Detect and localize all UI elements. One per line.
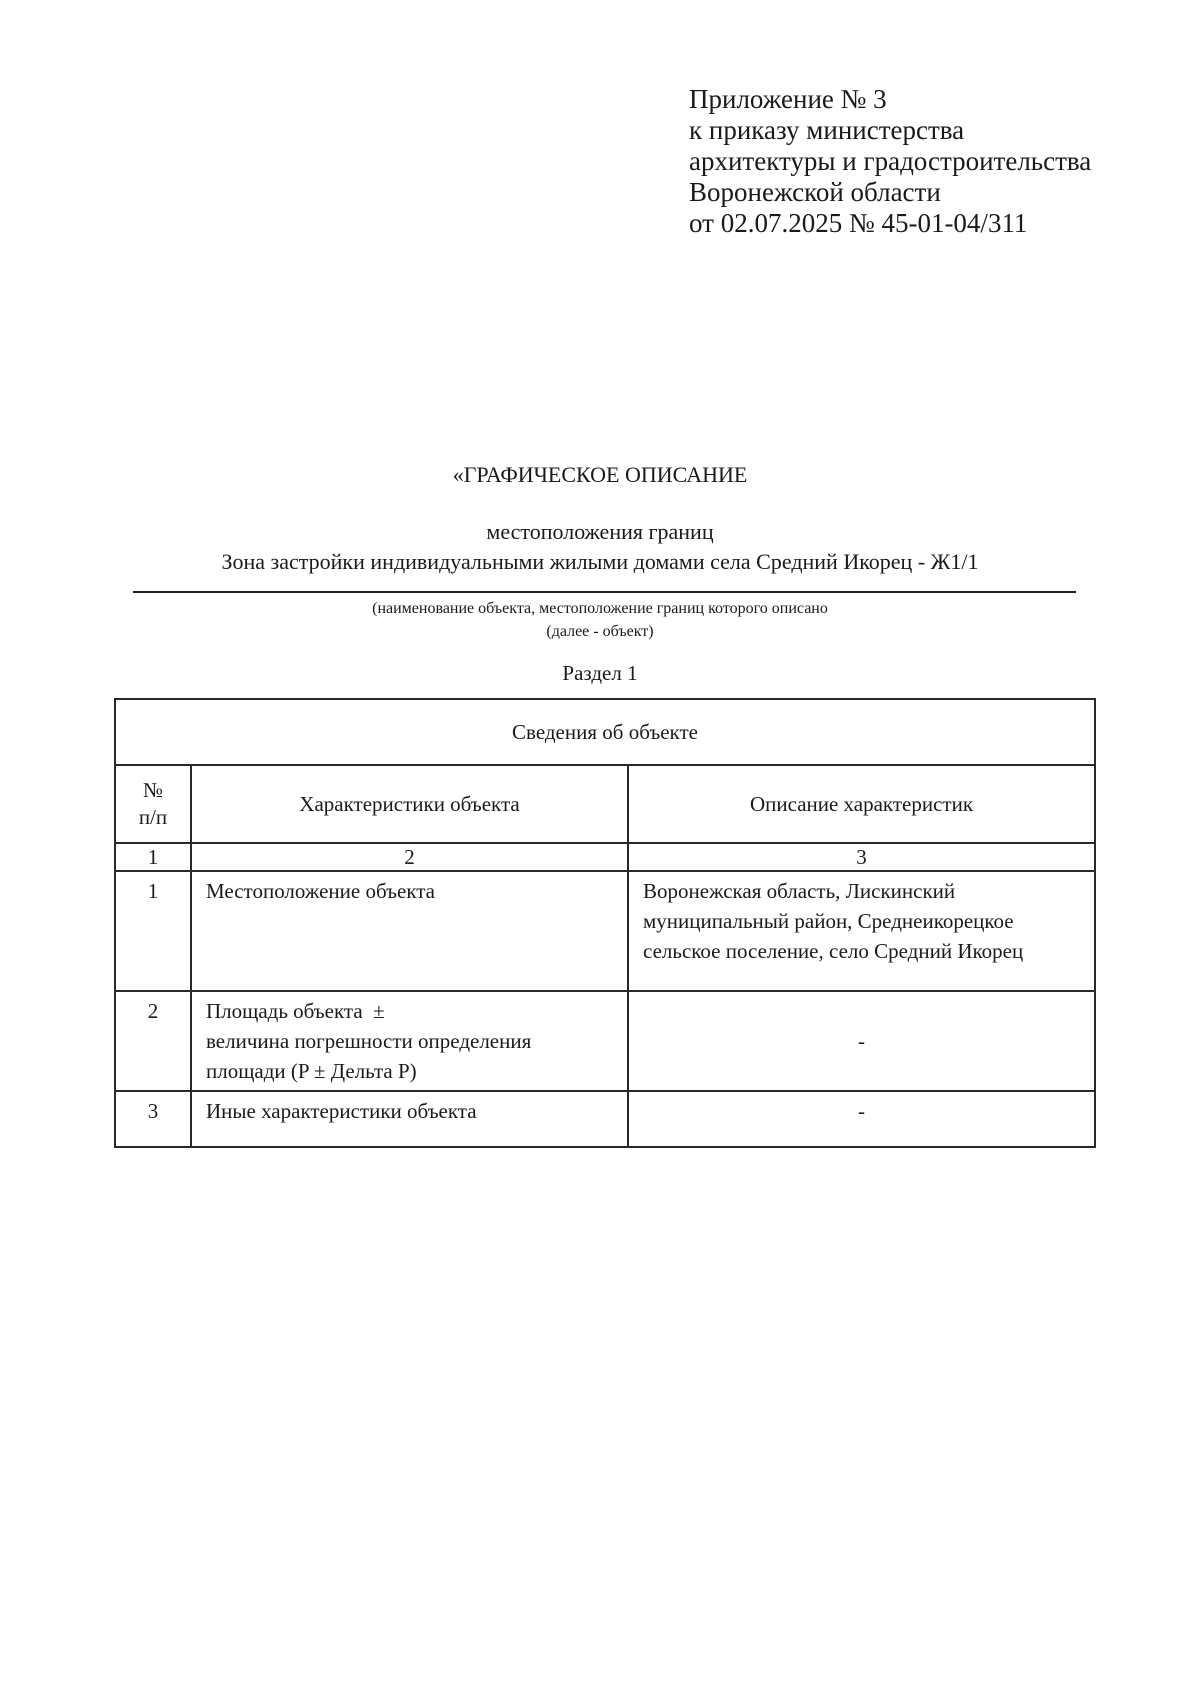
table-header-row (115, 765, 1095, 843)
document-title: «ГРАФИЧЕСКОЕ ОПИСАНИЕ (452, 462, 748, 487)
annex-line-5: от 02.07.2025 № 45-01-04/311 (689, 208, 1028, 238)
header-number (115, 765, 191, 843)
object-note (0, 597, 1200, 643)
index-cell: 1 (115, 843, 191, 871)
row-characteristic: Иные характеристики объекта (191, 1091, 628, 1147)
row-description: - (628, 991, 1095, 1091)
subtitle-line-2: Зона застройки индивидуальными жилыми домами села Средний Икорец - Ж1/1 (221, 549, 979, 574)
table-caption-row (115, 699, 1095, 765)
header-description: Описание характеристик (628, 765, 1095, 843)
table-row (115, 871, 1095, 991)
annex-line-3: архитектуры и градостроительства (689, 146, 1092, 176)
row-characteristic (191, 991, 628, 1091)
annex-line-2: к приказу министерства (689, 115, 965, 145)
row-description: Воронежская область, Лискинский муниципальный район, Среднеикорецкое сельское поселение, село Средний Икорец (628, 871, 1095, 991)
row-characteristic-line-3: площади (P ± Дельта P) (206, 1059, 417, 1083)
annex-line-1: Приложение № 3 (689, 84, 887, 114)
row-number: 1 (115, 871, 191, 991)
header-number-line-1: № (142, 778, 164, 802)
object-info-table (114, 698, 1096, 1148)
annex-block (689, 84, 1091, 239)
underline-rule (133, 591, 1076, 593)
index-cell: 2 (191, 843, 628, 871)
header-number-line-2: п/п (138, 805, 168, 829)
table-row (115, 991, 1095, 1091)
subtitle-line-1: местоположения границ (486, 519, 714, 544)
row-characteristic: Местоположение объекта (191, 871, 628, 991)
annex-line-4: Воронежской области (689, 177, 941, 207)
note-line-1: (наименование объекта, местоположение границ которого описано (372, 600, 828, 617)
table-row (115, 1091, 1095, 1147)
row-description: - (628, 1091, 1095, 1147)
table-caption: Сведения об объекте (115, 699, 1095, 765)
row-number: 3 (115, 1091, 191, 1147)
document-subtitle (0, 517, 1200, 577)
row-characteristic-line-1: Площадь объекта ± (206, 999, 385, 1023)
row-number: 2 (115, 991, 191, 1091)
note-line-2: (далее - объект) (546, 623, 654, 640)
index-cell: 3 (628, 843, 1095, 871)
table-index-row (115, 843, 1095, 871)
section-label: Раздел 1 (562, 661, 638, 685)
header-characteristics: Характеристики объекта (191, 765, 628, 843)
row-characteristic-line-2: величина погрешности определения (206, 1029, 532, 1053)
